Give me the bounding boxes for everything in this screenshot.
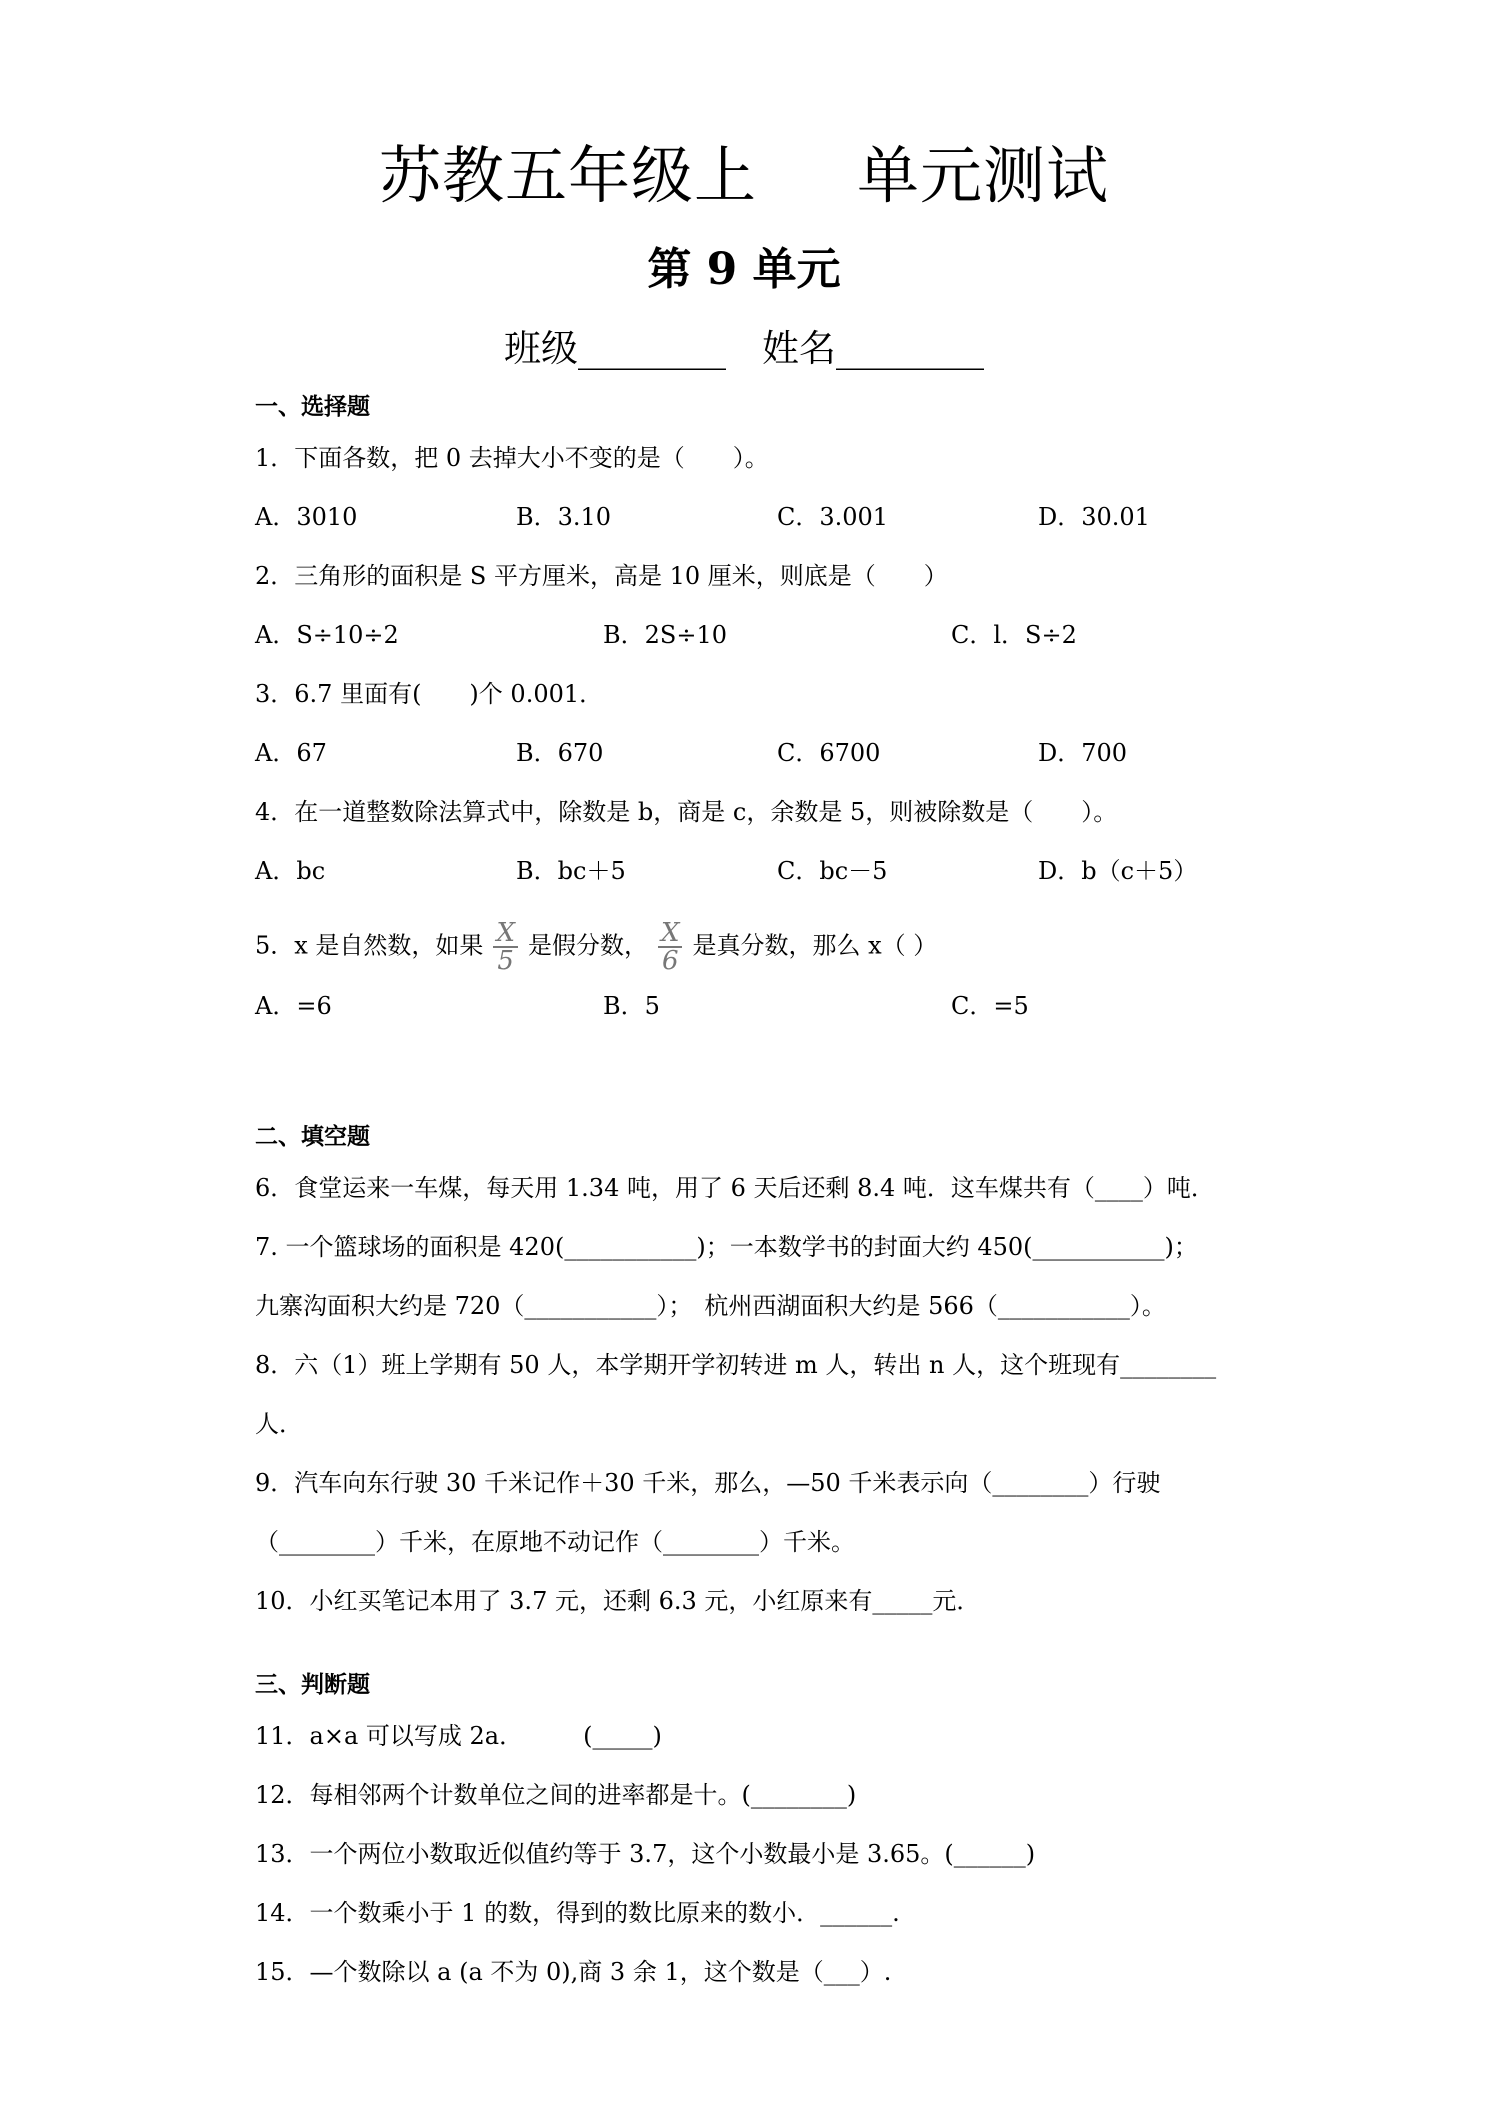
question-3-option-c: C．6700 bbox=[777, 739, 881, 767]
question-2-option-b: B．2S÷10 bbox=[603, 621, 727, 649]
unit-subtitle: 第 9 单元 bbox=[647, 244, 841, 295]
question-3-stem: 3．6.7 里面有( )个 0.001． bbox=[255, 680, 604, 708]
page-title bbox=[0, 136, 1488, 216]
fraction-1-numerator: X bbox=[493, 920, 518, 948]
class-field: 班级________ bbox=[504, 327, 726, 370]
fraction-x-over-5 bbox=[493, 920, 518, 974]
question-1-option-a: A．3010 bbox=[255, 503, 358, 531]
question-9-line-2: （________）千米，在原地不动记作（________）千米。 bbox=[255, 1528, 855, 1556]
question-5-option-b: B．5 bbox=[603, 992, 660, 1020]
question-4-stem: 4．在一道整数除法算式中，除数是 b，商是 c，余数是 5，则被除数是（ ）。 bbox=[255, 798, 1118, 826]
title-left: 苏教五年级上 bbox=[378, 139, 757, 212]
question-5-stem-part-3: 是真分数，那么 x（ ） bbox=[692, 931, 938, 960]
question-2-option-a: A．S÷10÷2 bbox=[255, 621, 399, 649]
question-5-option-c: C．=5 bbox=[951, 992, 1029, 1020]
name-field: 姓名________ bbox=[762, 327, 984, 370]
fraction-2-denominator: 6 bbox=[661, 946, 679, 976]
question-12: 12．每相邻两个计数单位之间的进率都是十。(________) bbox=[255, 1781, 857, 1809]
question-4-option-a: A．bc bbox=[255, 857, 326, 885]
question-3-option-a: A．67 bbox=[255, 739, 327, 767]
fraction-1-denominator: 5 bbox=[497, 946, 514, 976]
question-1-option-b: B．3.10 bbox=[516, 503, 612, 531]
question-1-option-d: D．30.01 bbox=[1038, 503, 1150, 531]
question-6: 6．食堂运来一车煤，每天用 1.34 吨，用了 6 天后还剩 8.4 吨．这车煤共有（____）吨． bbox=[255, 1174, 1215, 1202]
section-heading-fill-blank: 二、填空题 bbox=[255, 1124, 370, 1150]
question-5-stem-part-1: 5．x 是自然数，如果 bbox=[255, 931, 484, 960]
question-5-stem-part-2: 是假分数， bbox=[527, 931, 648, 960]
question-5-stem bbox=[255, 920, 1255, 974]
question-15: 15．—个数除以 a (a 不为 0),商 3 余 1，这个数是（___）. bbox=[255, 1958, 892, 1986]
title-right: 单元测试 bbox=[857, 139, 1110, 212]
question-4-option-d: D．b（c＋5） bbox=[1038, 857, 1198, 885]
question-9-line-1: 9．汽车向东行驶 30 千米记作＋30 千米，那么，—50 千米表示向（________）行驶 bbox=[255, 1469, 1161, 1497]
section-heading-true-false: 三、判断题 bbox=[255, 1672, 370, 1698]
question-7-line-1: 7. 一个篮球场的面积是 420(___________)；一本数学书的封面大约 450(___________)； bbox=[255, 1233, 1198, 1261]
question-1-option-c: C．3.001 bbox=[777, 503, 889, 531]
question-14: 14．一个数乘小于 1 的数，得到的数比原来的数小．______. bbox=[255, 1899, 900, 1927]
fraction-2-numerator: X bbox=[658, 920, 683, 948]
question-7-line-2: 九寨沟面积大约是 720（___________）； 杭州西湖面积大约是 566（___________）。 bbox=[255, 1292, 1166, 1320]
question-2-stem: 2．三角形的面积是 S 平方厘米，高是 10 厘米，则底是（ ） bbox=[255, 562, 948, 590]
question-11: 11．a×a 可以写成 2a． (_____) bbox=[255, 1722, 662, 1750]
question-8-line-2: 人． bbox=[255, 1410, 303, 1438]
question-3-option-d: D．700 bbox=[1038, 739, 1128, 767]
section-heading-choice: 一、选择题 bbox=[255, 394, 370, 420]
fraction-x-over-6 bbox=[658, 920, 683, 974]
question-5-option-a: A．=6 bbox=[255, 992, 332, 1020]
question-1-stem: 1．下面各数，把 0 去掉大小不变的是（ ）。 bbox=[255, 444, 769, 472]
question-4-option-c: C．bc－5 bbox=[777, 857, 888, 885]
question-4-option-b: B．bc＋5 bbox=[516, 857, 626, 885]
question-10: 10．小红买笔记本用了 3.7 元，还剩 6.3 元，小红原来有_____元． bbox=[255, 1587, 981, 1615]
question-3-option-b: B．670 bbox=[516, 739, 604, 767]
question-13: 13．一个两位小数取近似值约等于 3.7，这个小数最小是 3.65。(______) bbox=[255, 1840, 1036, 1868]
student-info bbox=[0, 322, 1488, 376]
question-2-option-c: C．l．S÷2 bbox=[951, 621, 1077, 649]
question-8-line-1: 8．六（1）班上学期有 50 人，本学期开学初转进 m 人，转出 n 人，这个班现有________ bbox=[255, 1351, 1217, 1379]
